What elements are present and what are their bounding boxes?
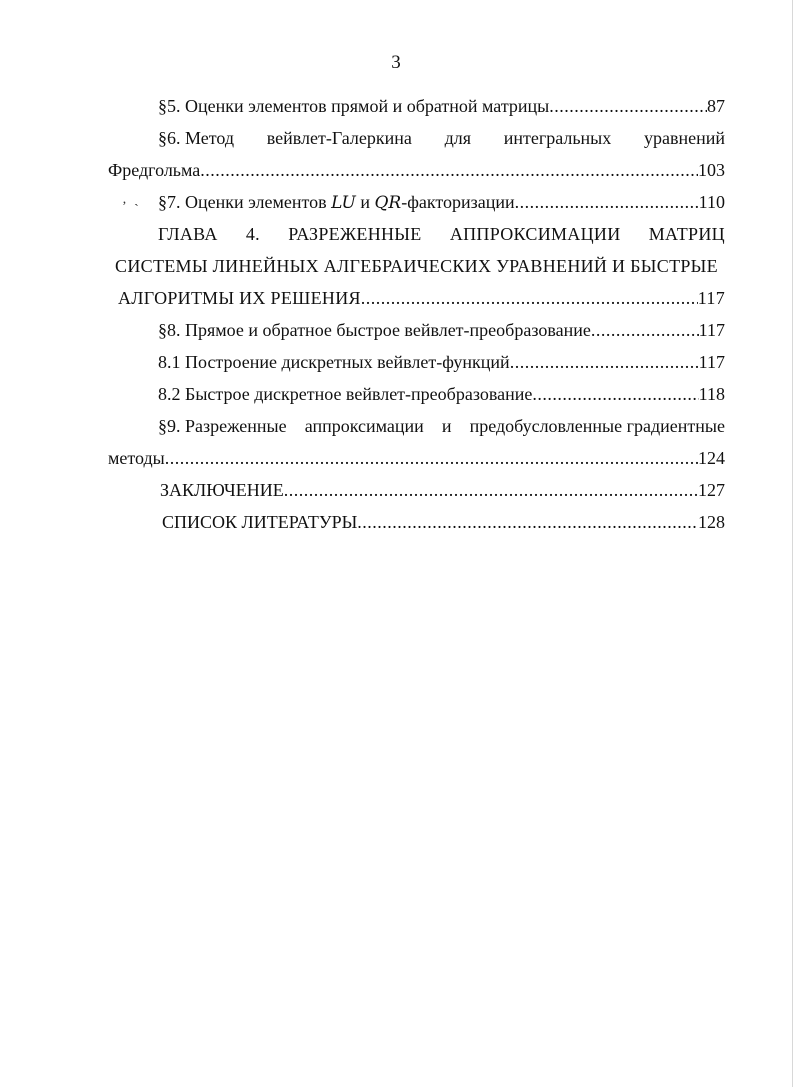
toc-entry-s8-1[interactable] xyxy=(108,346,725,378)
toc-entry-s8-2[interactable] xyxy=(108,378,725,410)
toc-word: §9. Разреженные xyxy=(158,416,287,436)
toc-page-ref: 128 xyxy=(698,512,725,532)
table-of-contents xyxy=(108,90,725,538)
toc-entry-s8[interactable] xyxy=(108,314,725,346)
toc-word: ГЛАВА xyxy=(158,224,218,244)
toc-page-ref: 124 xyxy=(698,448,725,468)
dot-leader xyxy=(284,474,698,506)
toc-word: для xyxy=(444,128,472,148)
toc-entry-label: 8.2 Быстрое дискретное вейвлет-преобразование xyxy=(158,384,533,404)
toc-page-ref: 103 xyxy=(698,160,725,180)
dot-leader xyxy=(165,442,698,474)
dot-leader xyxy=(510,346,699,378)
toc-page-ref: 117 xyxy=(698,352,725,372)
label-part: и xyxy=(355,192,375,212)
toc-word: предобусловленные градиентные xyxy=(469,416,725,436)
toc-page-ref: 117 xyxy=(697,288,725,308)
dot-leader xyxy=(549,90,707,122)
dot-leader xyxy=(591,314,699,346)
toc-page-ref: 117 xyxy=(698,320,725,340)
toc-entry-s9-line2[interactable] xyxy=(108,442,725,474)
toc-word: уравнений xyxy=(643,128,725,148)
toc-entry-label: §5. Оценки элементов прямой и обратной матрицы xyxy=(158,96,550,116)
toc-word: интегральных xyxy=(503,128,612,148)
toc-word: РАЗРЕЖЕННЫЕ xyxy=(288,224,422,244)
page-number: 3 xyxy=(391,52,401,73)
margin-mark: ‚ ˎ xyxy=(122,192,141,207)
toc-entry-references[interactable] xyxy=(108,506,725,538)
toc-entry-label: 8.1 Построение дискретных вейвлет-функций xyxy=(158,352,510,372)
toc-word: §6. Метод xyxy=(158,128,235,148)
toc-chapter4-line3[interactable] xyxy=(108,282,725,314)
toc-entry-s6-line2[interactable] xyxy=(108,154,725,186)
math-lu: LU xyxy=(331,193,356,213)
toc-entry-label: СПИСОК ЛИТЕРАТУРЫ xyxy=(162,512,358,532)
toc-entry-s9-line1[interactable] xyxy=(108,410,725,442)
math-qr: QR xyxy=(374,193,402,213)
toc-entry-label: §8. Прямое и обратное быстрое вейвлет-преобразование xyxy=(158,320,591,340)
toc-entry-s7[interactable] xyxy=(108,186,725,218)
toc-word: и xyxy=(441,416,452,436)
toc-chapter4-line2[interactable]: СИСТЕМЫ ЛИНЕЙНЫХ АЛГЕБРАИЧЕСКИХ УРАВНЕНИЙ И БЫСТРЫЕ xyxy=(115,256,718,276)
toc-entry-label: Фредгольма xyxy=(108,160,201,180)
toc-page-ref: 118 xyxy=(698,384,725,404)
toc-word: аппроксимации xyxy=(304,416,424,436)
toc-entry-conclusion[interactable] xyxy=(108,474,725,506)
toc-word: МАТРИЦ xyxy=(648,224,725,244)
toc-entry-s6-line1[interactable] xyxy=(108,122,725,154)
dot-leader xyxy=(200,154,698,186)
toc-word: 4. xyxy=(245,224,260,244)
dot-leader xyxy=(357,506,698,538)
toc-word: АППРОКСИМАЦИИ xyxy=(449,224,621,244)
dot-leader xyxy=(361,282,698,314)
toc-word: вейвлет-Галеркина xyxy=(266,128,412,148)
toc-entry-label: АЛГОРИТМЫ ИХ РЕШЕНИЯ xyxy=(118,288,361,308)
label-part: §7. Оценки элементов xyxy=(158,192,332,212)
label-part: -факторизации xyxy=(401,192,515,212)
toc-entry-label: ЗАКЛЮЧЕНИЕ xyxy=(160,480,284,500)
toc-chapter4-line1[interactable] xyxy=(108,218,725,250)
toc-entry-s5[interactable] xyxy=(108,90,725,122)
dot-leader xyxy=(515,186,699,218)
toc-entry-label xyxy=(158,186,515,218)
toc-page-ref: 127 xyxy=(698,480,725,500)
dot-leader xyxy=(532,378,698,410)
toc-page-ref: 87 xyxy=(707,96,725,116)
toc-page-ref: 110 xyxy=(698,192,725,212)
toc-entry-label: методы xyxy=(108,448,165,468)
